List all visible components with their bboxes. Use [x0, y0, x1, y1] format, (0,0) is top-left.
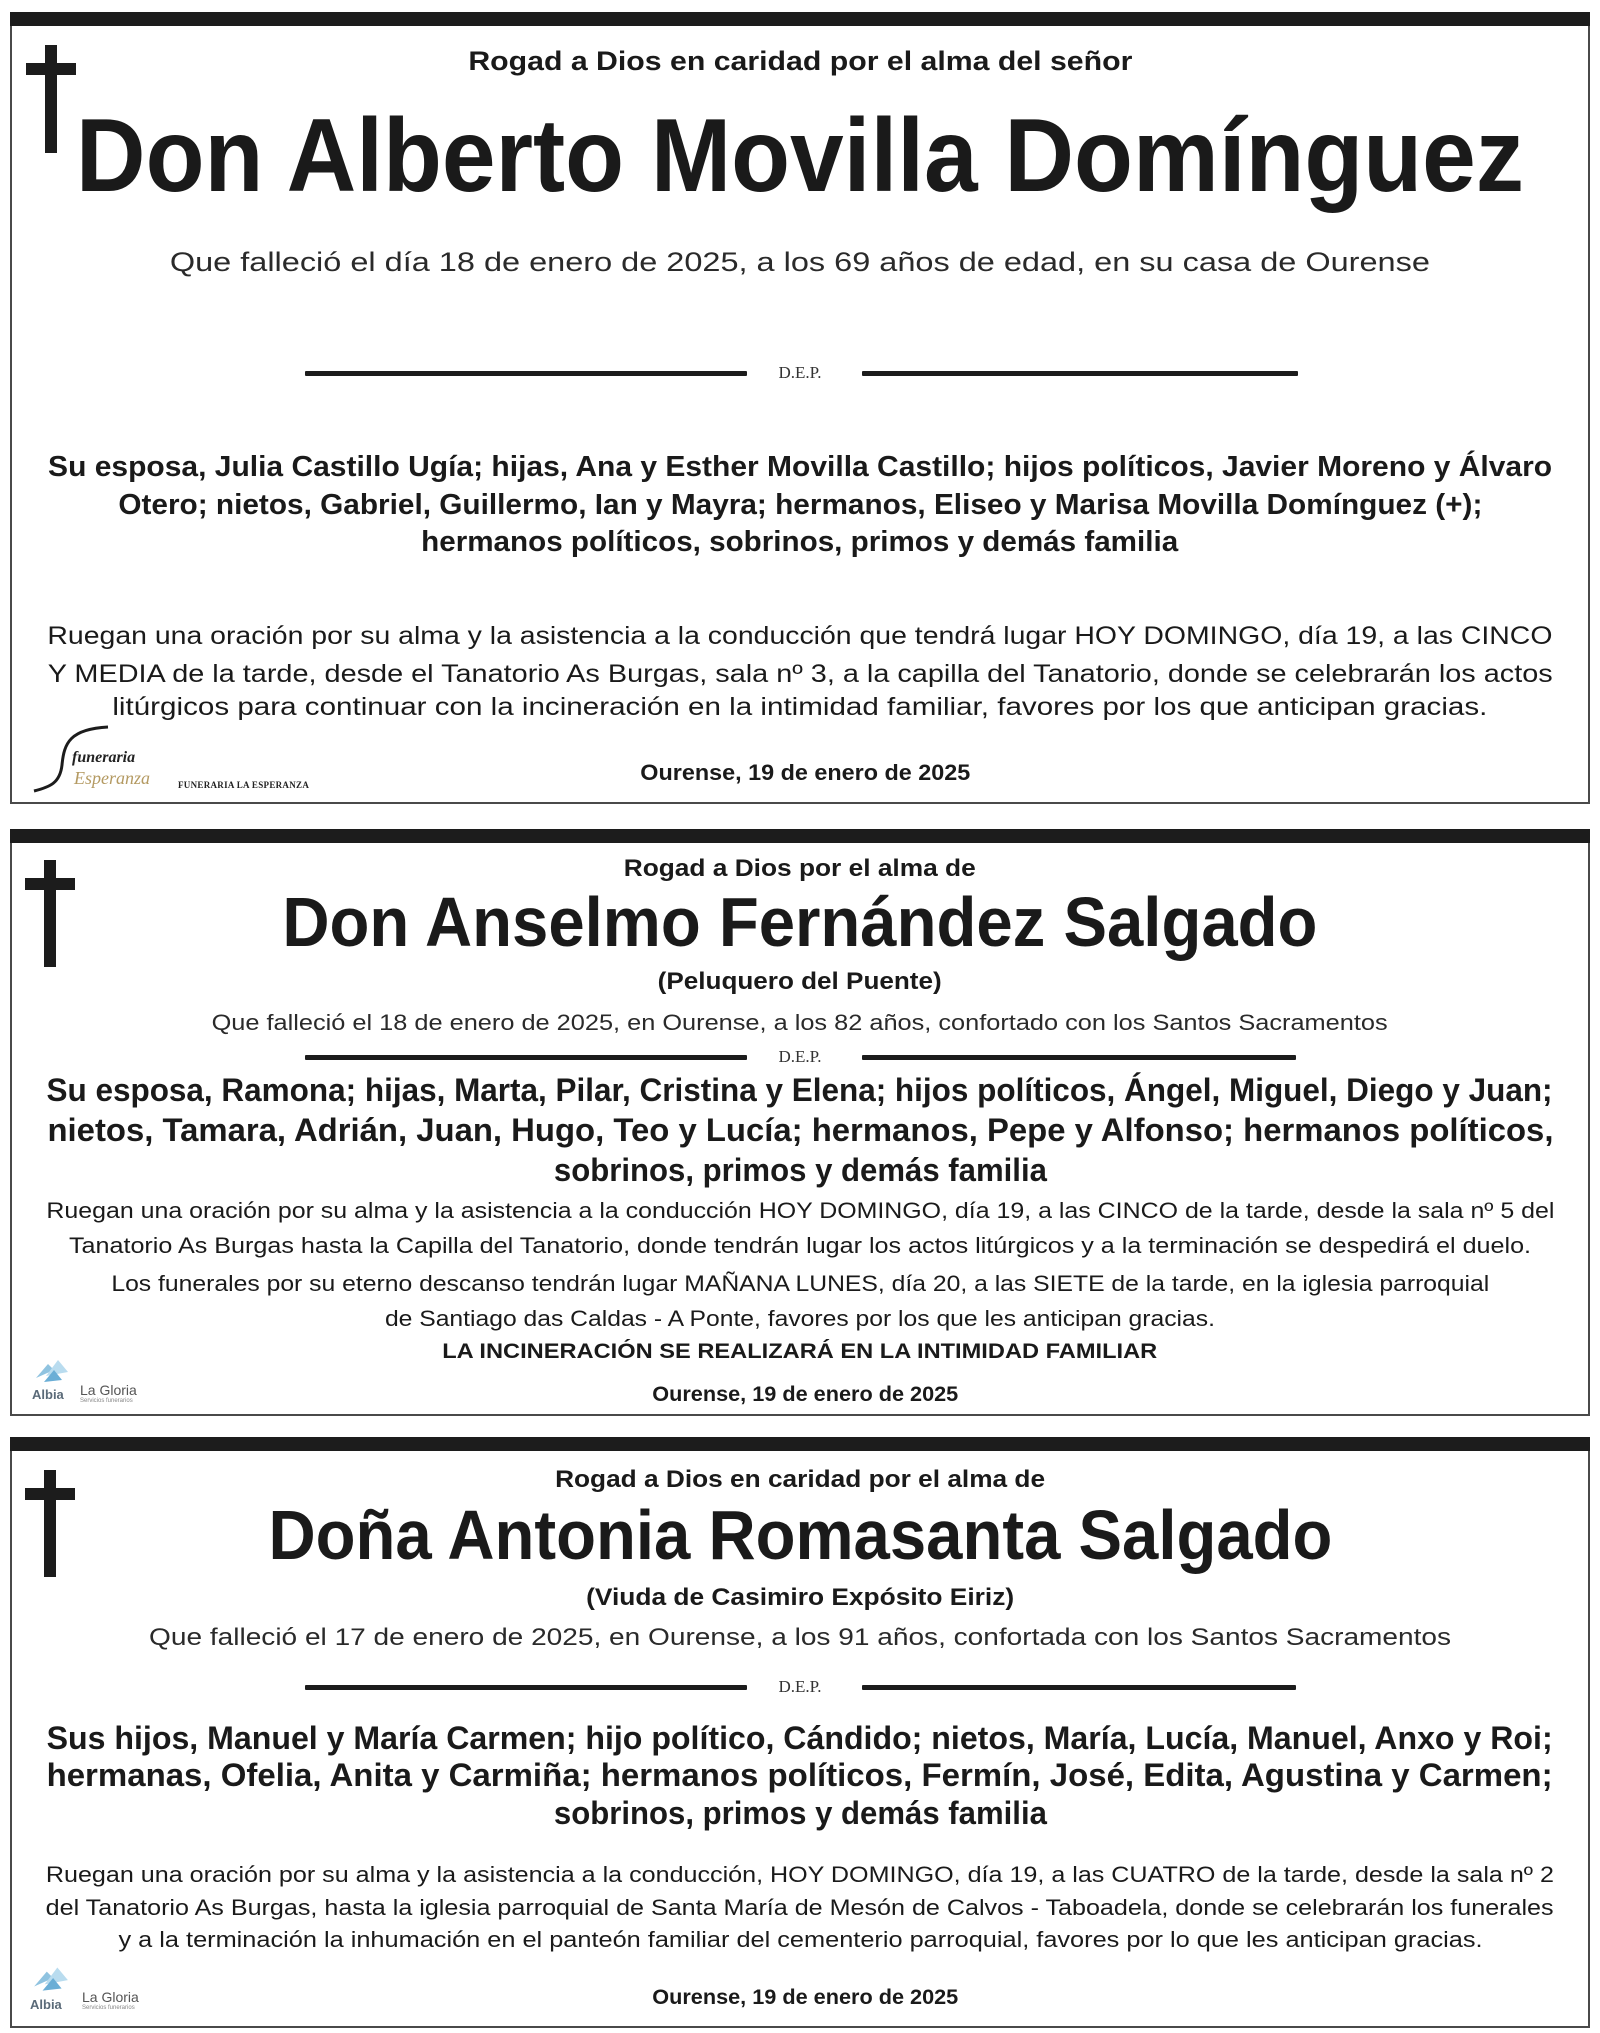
service-line: Tanatorio As Burgas hasta la Capilla del Tanatorio, donde tendrán lugar los actos litúrgicos y a la terminación se despedirá el duelo. [68, 1233, 1532, 1258]
logo-caps: FUNERARIA LA ESPERANZA [178, 780, 310, 790]
dep-label: D.E.P. [778, 1047, 822, 1066]
la-gloria-name: La Gloria [82, 1989, 139, 2005]
logo-script-bottom: Esperanza [74, 768, 150, 788]
service-line: litúrgicos para continuar con la incineración en la intimidad familiar, favores por los que anticipan gracias. [112, 693, 1488, 721]
family-line: hermanas, Ofelia, Anita y Carmiña; hermanos políticos, Fermín, José, Edita, Agustina y Carmen; [47, 1757, 1553, 1793]
name-subtitle: (Viuda de Casimiro Expósito Eiriz) [585, 1584, 1015, 1611]
death-info: Que falleció el 17 de enero de 2025, en Ourense, a los 91 años, confortada con los Santos Sacramentos [148, 1624, 1452, 1651]
dep-divider [12, 1677, 1588, 1697]
family-line: sobrinos, primos y demás familia [553, 1795, 1047, 1831]
albia-la-gloria-logo [20, 1961, 160, 2021]
service-line: Ruegan una oración por su alma y la asistencia a la conducción que tendrá lugar HOY DOMINGO, día 19, a las CINCO [47, 622, 1553, 650]
service-line: Los funerales por su eterno descanso tendrán lugar MAÑANA LUNES, día 20, a las SIETE de la tarde, en la iglesia parroquial [111, 1271, 1489, 1296]
death-info: Que falleció el día 18 de enero de 2025, a los 69 años de edad, en su casa de Ourense [169, 247, 1431, 277]
service-line: de Santiago das Caldas - A Ponte, favores por los que les anticipan gracias. [384, 1306, 1216, 1331]
dep-label: D.E.P. [778, 363, 822, 382]
albia-brand: Albia [30, 1997, 62, 2012]
family-line: nietos, Tamara, Adrián, Juan, Hugo, Teo y Lucía; hermanos, Pepe y Alfonso; hermanos políticos, [47, 1112, 1553, 1148]
albia-la-gloria-logo [22, 1354, 162, 1409]
family-line: Sus hijos, Manuel y María Carmen; hijo político, Cándido; nietos, María, Lucía, Manuel, Anxo y Roi; [46, 1720, 1554, 1756]
cremation-notice: LA INCINERACIÓN SE REALIZARÁ EN LA INTIMIDAD FAMILIAR [442, 1340, 1158, 1363]
divider-rule-right [862, 1685, 1296, 1690]
service-line: del Tanatorio As Burgas, hasta la iglesia parroquial de Santa María de Mesón de Calvos - Taboadela, donde se celebrarán los funerales [46, 1895, 1554, 1920]
place-date: Ourense, 19 de enero de 2025 [651, 1383, 958, 1406]
service-line: y a la terminación la inhumación en el panteón familiar del cementerio parroquial, favores por lo que les anticipan gracias. [117, 1927, 1483, 1952]
divider-rule-right [862, 1055, 1296, 1060]
family-line: Su esposa, Julia Castillo Ugía; hijas, Ana y Esther Movilla Castillo; hijos políticos, Javier Moreno y Álvaro [47, 451, 1553, 483]
obituary-notice-2 [10, 829, 1590, 1416]
la-gloria-subtitle: Servicios funerarios [82, 2005, 135, 2011]
service-line: Y MEDIA de la tarde, desde el Tanatorio As Burgas, sala nº 3, a la capilla del Tanatorio, donde se celebrarán los actos [47, 660, 1553, 688]
dep-divider [12, 363, 1588, 383]
notice-top-bar [10, 12, 1590, 26]
place-date: Ourense, 19 de enero de 2025 [651, 1986, 958, 2009]
dep-divider [12, 1047, 1588, 1067]
obituary-notice-1 [10, 12, 1590, 804]
notice-top-bar [10, 829, 1590, 843]
logo-script-top: funeraria [72, 749, 136, 766]
place-date: Ourense, 19 de enero de 2025 [639, 760, 970, 785]
albia-icon [34, 1356, 70, 1384]
family-line: sobrinos, primos y demás familia [553, 1152, 1047, 1188]
family-line: hermanos políticos, sobrinos, primos y demás familia [421, 526, 1179, 558]
service-line: Ruegan una oración por su alma y la asistencia a la conducción, HOY DOMINGO, día 19, a las CUATRO de la tarde, desde la sala nº 2 [45, 1862, 1555, 1887]
intro-line: Rogad a Dios en caridad por el alma de [555, 1466, 1045, 1493]
family-line: Otero; nietos, Gabriel, Guillermo, Ian y Mayra; hermanos, Eliseo y Marisa Movilla Domínguez (+); [117, 489, 1483, 521]
deceased-name: Don Alberto Movilla Domínguez [75, 98, 1525, 214]
funeraria-la-esperanza-logo [30, 725, 340, 795]
intro-line: Rogad a Dios en caridad por el alma del señor [467, 46, 1133, 76]
obituary-notice-3 [10, 1437, 1590, 2028]
family-line: Su esposa, Ramona; hijas, Marta, Pilar, Cristina y Elena; hijos políticos, Ángel, Miguel, Diego y Juan; [46, 1072, 1554, 1108]
intro-line: Rogad a Dios por el alma de [623, 855, 976, 882]
service-line: Ruegan una oración por su alma y la asistencia a la conducción HOY DOMINGO, día 19, a las CINCO de la tarde, desde la sala nº 5 del [45, 1198, 1555, 1223]
deceased-name: Doña Antonia Romasanta Salgado [267, 1496, 1332, 1574]
la-gloria-name: La Gloria [80, 1382, 137, 1398]
deceased-name: Don Anselmo Fernández Salgado [282, 883, 1318, 961]
name-subtitle: (Peluquero del Puente) [657, 968, 943, 995]
albia-brand: Albia [32, 1387, 64, 1402]
death-info: Que falleció el 18 de enero de 2025, en Ourense, a los 82 años, confortado con los Santos Sacramentos [211, 1010, 1389, 1035]
albia-icon [32, 1963, 70, 1993]
dep-label: D.E.P. [778, 1677, 822, 1696]
notice-top-bar [10, 1437, 1590, 1451]
divider-rule-right [862, 371, 1298, 376]
la-gloria-subtitle: Servicios funerarios [80, 1398, 133, 1404]
